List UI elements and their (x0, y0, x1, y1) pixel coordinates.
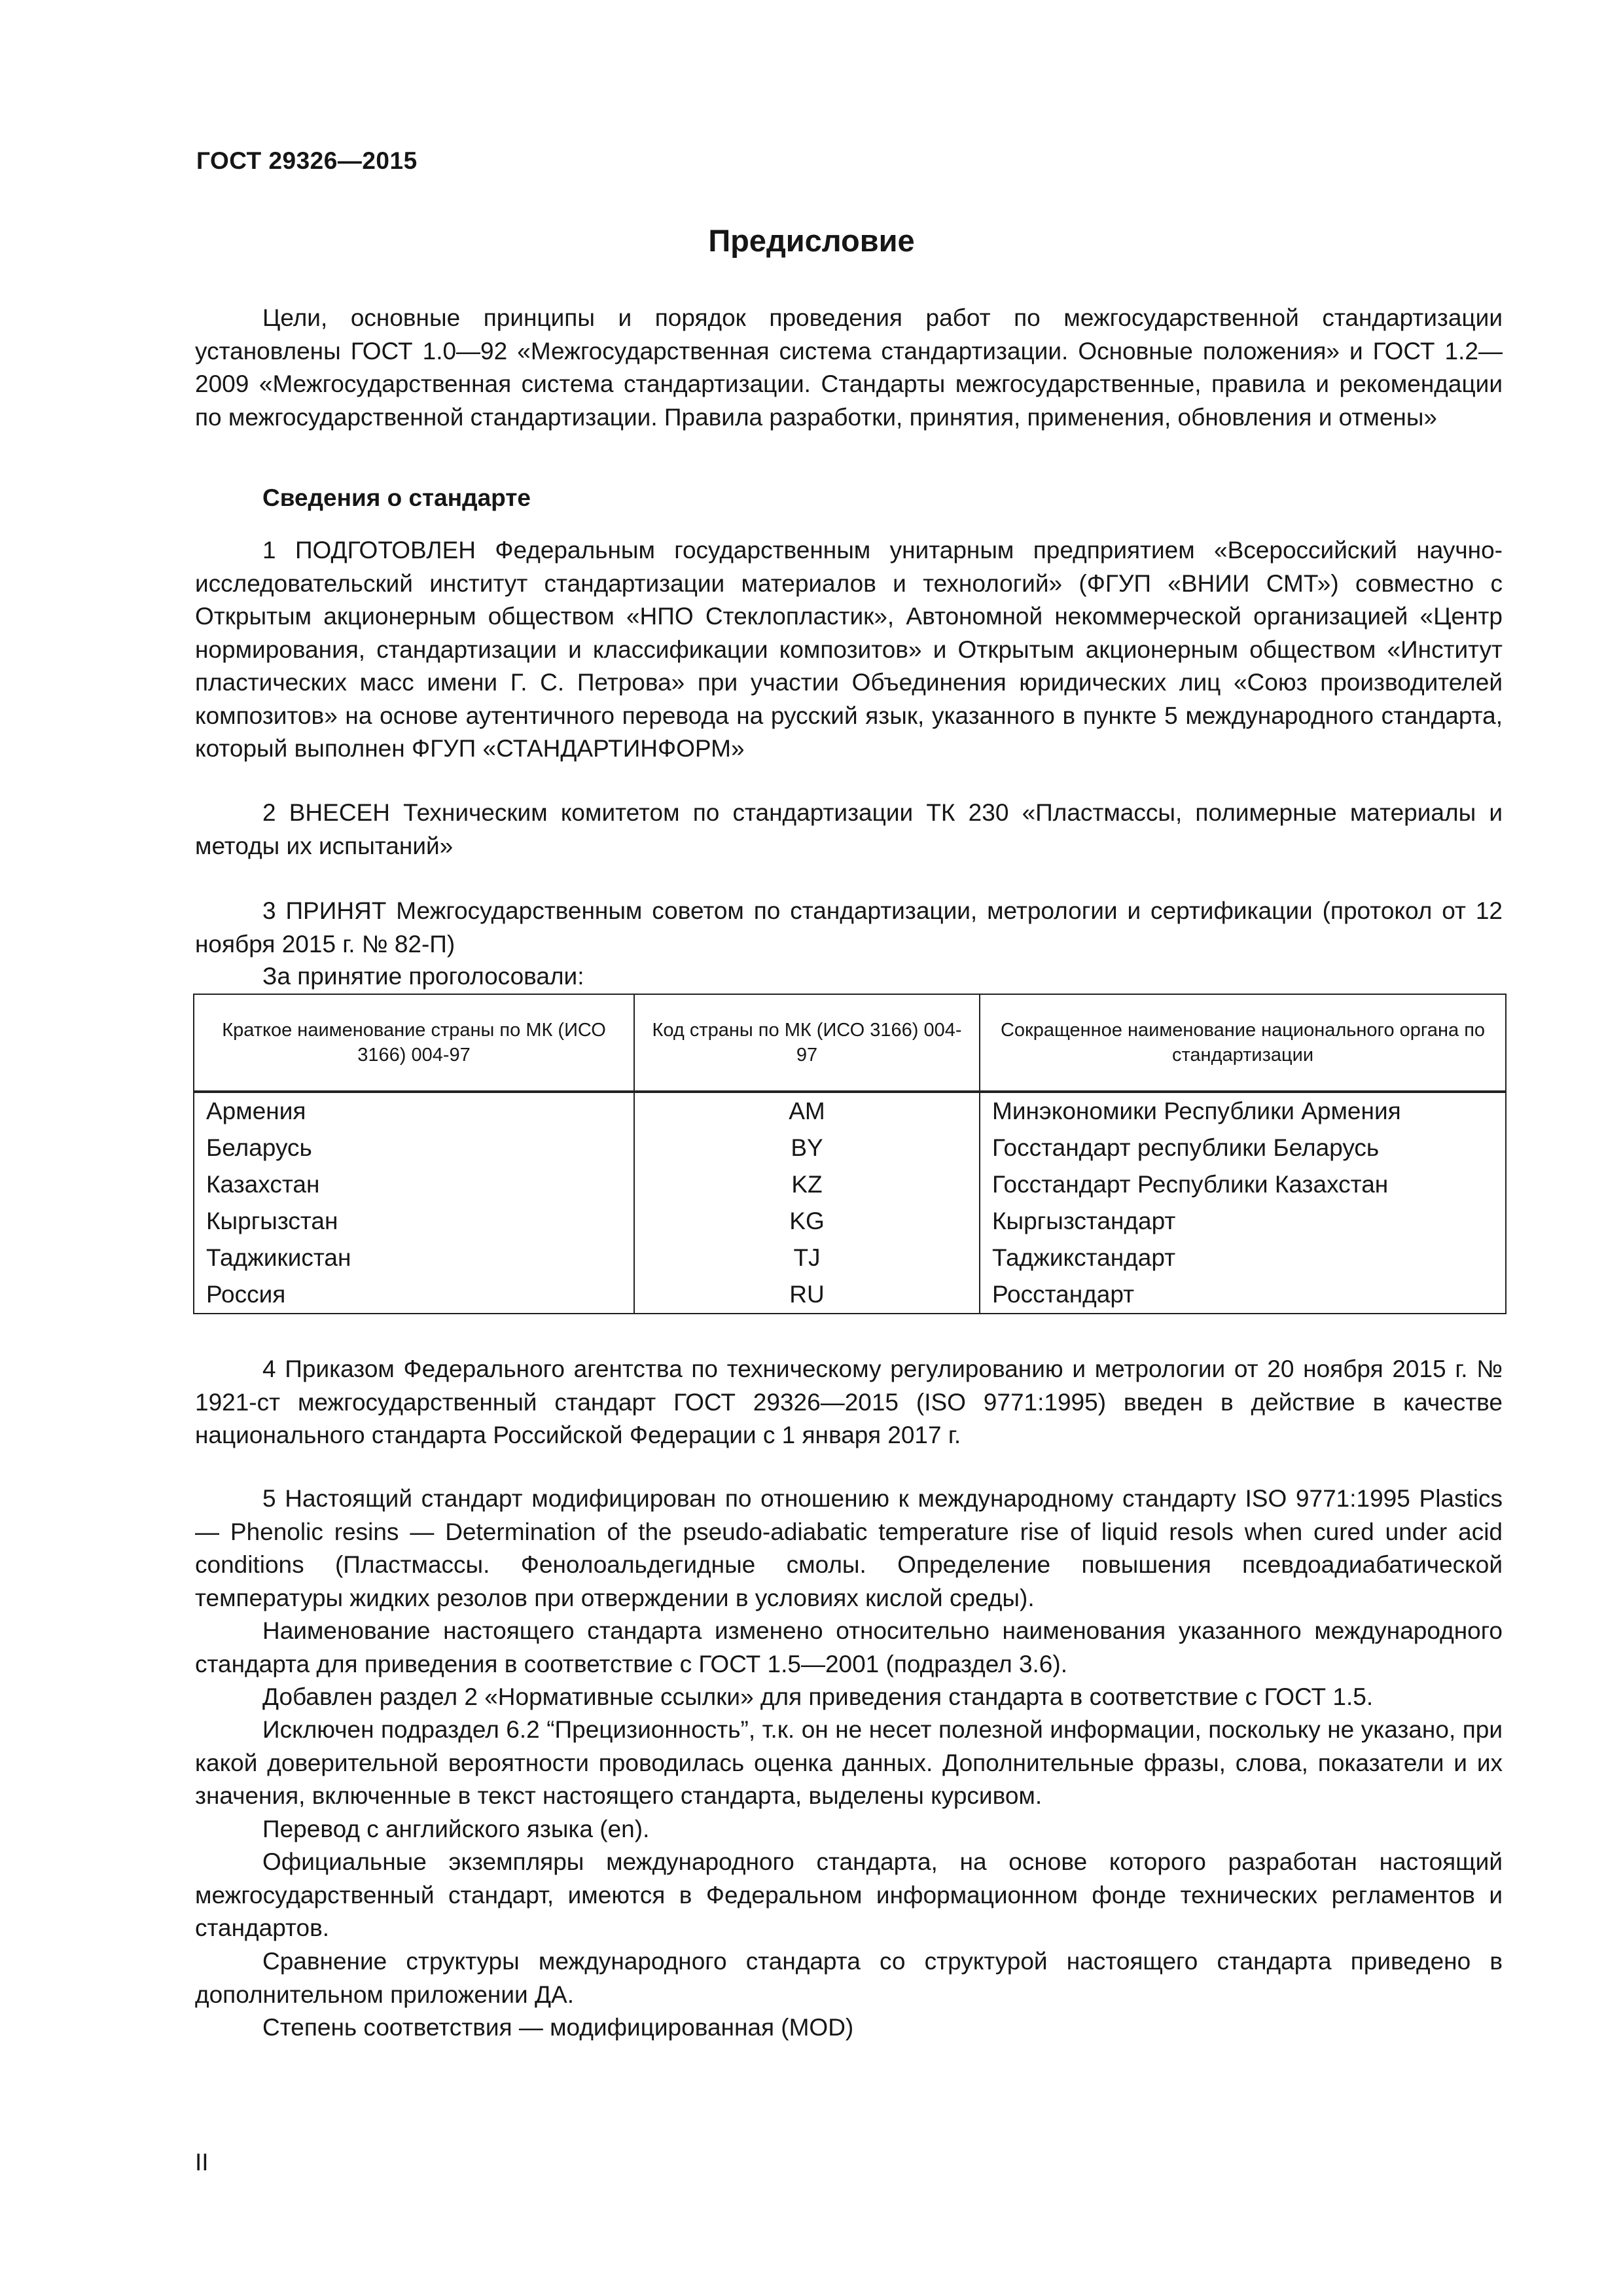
table-header-row (194, 994, 1506, 1092)
item-5-conformity-degree: Степень соответствия — модифицированная (MOD) (262, 2014, 854, 2041)
intro-paragraph: Цели, основные принципы и порядок проведения работ по межгосударственной стандартизации установлены ГОСТ 1.0—92 «Межгосударственная система стандартизации. Основные положения» и ГОСТ 1.2—2009 «Межгосударственная система стандартизации. Стандарты межгосударственные, правила и рекомендации по межгосударственной стандартизации. Правила разработки, принятия, применения, обновления и отмены» (195, 304, 1503, 431)
item-5-translation: Перевод с английского языка (en). (262, 1816, 650, 1842)
standards-body-cell: Росстандарт (980, 1276, 1506, 1314)
item-5-official-copies: Официальные экземпляры международного стандарта, на основе которого разработан настоящий межгосударственный стандарт, имеются в Федеральном информационном фонде технических регламентов и стандартов. (195, 1848, 1503, 1941)
code-cell: AM (634, 1092, 980, 1130)
country-cell: Казахстан (194, 1166, 634, 1203)
voted-label: За принятие проголосовали: (262, 963, 584, 990)
item-5-name-change: Наименование настоящего стандарта изменено относительно наименования указанного международного стандарта для приведения в соответствие с ГОСТ 1.5—2001 (подраздел 3.6). (195, 1617, 1503, 1677)
item-5-excluded-section: Исключен подраздел 6.2 “Прецизионность”, т.к. он не несет полезной информации, поскольку не указано, при какой доверительной вероятности проводилась оценка данных. Дополнительные фразы, слова, показатели и их значения, включенные в текст настоящего стандарта, выделены курсивом. (195, 1716, 1503, 1809)
item-4-paragraph: 4 Приказом Федерального агентства по техническому регулированию и метрологии от 20 ноября 2015 г. № 1921-ст межгосударственный стандарт ГОСТ 29326—2015 (ISO 9771:1995) введен в действие в качестве национального стандарта Российской Федерации с 1 января 2017 г. (195, 1355, 1503, 1448)
page-title: Предисловие (708, 223, 915, 258)
country-cell: Таджикистан (194, 1240, 634, 1276)
table-row (194, 1203, 1506, 1240)
code-cell: TJ (634, 1240, 980, 1276)
item-5-added-section: Добавлен раздел 2 «Нормативные ссылки» для приведения стандарта в соответствие с ГОСТ 1.5. (262, 1683, 1374, 1710)
table-row (194, 1166, 1506, 1203)
column-header-body: Сокращенное наименование национального органа по стандартизации (980, 994, 1506, 1092)
item-3-paragraph: 3 ПРИНЯТ Межгосударственным советом по стандартизации, метрологии и сертификации (протокол от 12 ноября 2015 г. № 82-П) (195, 897, 1503, 958)
standards-body-cell: Таджикстандарт (980, 1240, 1506, 1276)
column-header-country: Краткое наименование страны по МК (ИСО 3166) 004-97 (194, 994, 634, 1092)
section-heading: Сведения о стандарте (262, 484, 531, 511)
voting-table (193, 994, 1507, 1314)
code-cell: KG (634, 1203, 980, 1240)
item-5-structure-comparison: Сравнение структуры международного стандарта со структурой настоящего стандарта приведено в дополнительном приложении ДА. (195, 1948, 1503, 2008)
column-header-code: Код страны по МК (ИСО 3166) 004- 97 (634, 994, 980, 1092)
table-row (194, 1092, 1506, 1130)
country-cell: Беларусь (194, 1130, 634, 1166)
item-1-paragraph: 1 ПОДГОТОВЛЕН Федеральным государственным унитарным предприятием «Всероссийский научно-исследовательский институт стандартизации материалов и технологий» (ФГУП «ВНИИ СМТ») совместно с Открытым акционерным обществом «НПО Стеклопластик», Автономной некоммерческой организацией «Центр нормирования, стандартизации и классификации композитов» и Открытым акционерным обществом «Институт пластических масс имени Г. С. Петрова» при участии Объединения юридических лиц «Союз производителей композитов» на основе аутентичного перевода на русский язык, указанного в пункте 5 международного стандарта, который выполнен ФГУП «СТАНДАРТИНФОРМ» (195, 537, 1503, 762)
code-cell: KZ (634, 1166, 980, 1203)
standards-body-cell: Госстандарт республики Беларусь (980, 1130, 1506, 1166)
table-row (194, 1276, 1506, 1314)
standards-body-cell: Госстандарт Республики Казахстан (980, 1166, 1506, 1203)
item-5-paragraph: 5 Настоящий стандарт модифицирован по отношению к международному стандарту ISO 9771:1995 Plastics — Phenolic resins — Determination of the pseudo-adiabatic temperature rise of liquid resols when cured under acid conditions (Пластмассы. Фенолоальдегидные смолы. Определение повышения псевдоадиабатической температуры жидких резолов при отверждении в условиях кислой среды). (195, 1485, 1503, 1611)
code-cell: BY (634, 1130, 980, 1166)
document-code: ГОСТ 29326—2015 (196, 147, 418, 174)
page-number: II (195, 2149, 209, 2176)
standards-body-cell: Минэкономики Республики Армения (980, 1092, 1506, 1130)
item-2-paragraph: 2 ВНЕСЕН Техническим комитетом по стандартизации ТК 230 «Пластмассы, полимерные материалы и методы их испытаний» (195, 799, 1503, 859)
table-row (194, 1130, 1506, 1166)
country-cell: Кыргызстан (194, 1203, 634, 1240)
code-cell: RU (634, 1276, 980, 1314)
country-cell: Армения (194, 1092, 634, 1130)
standards-body-cell: Кыргызстандарт (980, 1203, 1506, 1240)
country-cell: Россия (194, 1276, 634, 1314)
table-row (194, 1240, 1506, 1276)
